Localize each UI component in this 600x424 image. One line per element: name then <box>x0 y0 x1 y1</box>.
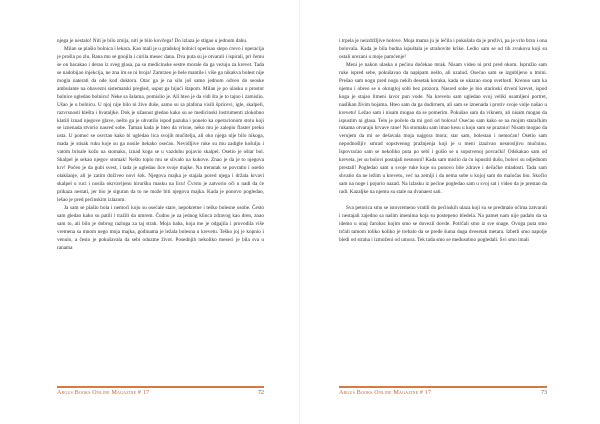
footer-rule <box>339 386 547 388</box>
paragraph-gap <box>339 197 547 205</box>
right-text-column <box>339 38 547 245</box>
paragraph: njega je nestalo! Niti je bilo zmija, niti je bilo kovčega! Do izlaza je stigao u jednom dahu. <box>57 38 248 44</box>
page-footer <box>339 386 547 398</box>
footer-rule <box>57 386 264 388</box>
paragraph: Milan se plašio bolnica i lekara. Kao mali je u gradskoj bolnici operisao slepo crevo i operacija je prošla po zlu. Rana mu se gnojila i curila mesec dana. Dva puta su je otvarali i ispirali, pri čemu se on bacakao i derao iz sveg glasa, pa su medicinske sestre morale da ga vezuju za krevet. Tada se nadobijao injekcija, ne zna im se ni broja! Zamrzeo je bele mantile i više ga nikakva bolest nije mogla naterati da ode kod doktora. Otac ga je na silu još samo jednom odveo do seoske ambulante na obavezni sistematski pregled, usput ga bijući štapom. Milan je po ulasku u prostor bolnice ugledao bolnicu! Neke sa šalama, pomislio je. Ali hteo je da vidi šta je to tajno i zamislio. Ušao je u bolnicu. U njoj nije bilo ni žive duše, samo su sa plafona visili špricevi, igle, skalpeli, razvrsnosti klešta i hvataljke. Dok je užasnut gledao kako su se medicinski instrumenti zlokobno klatili iznad njegove glave, nešto ga je uhvatilo ispod pazuha i ponelo ka operacionom stolu koji se iznenada stvorio nasred sobe. Taman kada je hteo da vrisne, neko mu je zalepio flaster preko usta. U pomoć se osvrtao kako bi ugledao lica svojih mučitelja, ali oko njega nije bilo nikoga, mada je stisak ruku koje su ga nosile itekako osećao. Nevidljive ruke su mu zadigle košulju i vatom brisale kožu na stomaku, iznad koga se u vazduhu pojavio skalpel. Osetio je oštar bol. Skalpel je sekao njegov stomak! Nešto toplo mu se slivalo na kukove. Znao je da je to njegova krv! Počeo je da gubi svest, i tada je ugledao lice svoje majke. Na trenutak se povratio i osetio olakšanje, ali je zatim doživeo novi šok. Njegova majka je stajala pored njega i držala krvavi skalpel u ruci i nosila okrvavljenu hiruršku masku na licu! Čvrsto je zatvorio oči u nadi da će prikaza nestati, jer bio je siguran da to ne može biti njegova majka. Kada je ponovo pogledao, lešao je pred pećinskim izlazom. <box>57 45 264 204</box>
paragraph: i trpela je neizdržljive bolove. Moja mama ju je lečila i pokušala da je preživi, pa je vrlo brzo i ona bolovala. Kada je bila budna ispuštala je strahovite krike. Ledio sam se od tih zvukova koji su ostali urezani u moje pamćenje! <box>339 38 547 60</box>
magazine-title: Argus Books Online Magazine # 17 <box>57 390 150 396</box>
left-text-column <box>57 38 264 253</box>
page-number: 73 <box>541 390 547 396</box>
page-number: 72 <box>258 390 264 396</box>
paragraph: Ja sam se plašio bola i nemoći koju su osećale stare, nepokretne i teško bolesne osobe. Često sam gledao kako su patili i tražili da umrem. Čudno je za jednog klinca zdravog kao dren, znao sam to, ali bilo je dobrog razloga za taj strah. Moja baba, koja me je odgajila i provodila više vremena sa mnom nego moja majka, godinama je ležala bolesna u krevetu. Teško joj je kopnio i venulo, a često je pokušavala da sebi oduzme život. Posednjih nekoliko meseci je bila sva u ranama <box>57 205 264 251</box>
right-page <box>300 0 600 424</box>
magazine-title: Argus Books Online Magazine # 17 <box>339 390 432 396</box>
page-footer <box>57 386 264 398</box>
paragraph: Meni je nakon ulaska u pećinu dočekao mrak. Nisam video ni prst pred okom. Ispružio sam ruke ispred sebe, pokušavao da napipam nešto, ali uzalud. Osećao sam se izgubljeno u tmini. Prešao sam nogu pred nogu nekih desetak koraka, kada se ukazao snop svetlosti. Krenuo sam ka njemu i obreo se u okrugloj sobi bez prozora. Nasred sobe je bio starinski drveni krevet, ispod koga je stajao limeni lavor pun vode. Na krevetu sam ugledao svoj veliki usamljeni portret, naslikan živim bojama. Hteo sam da ga dodirnem, ali sam se iznenada i protiv svoje volje našao u krevetu! Ležao sam i nisam mogao da se pomerim. Pokušao sam da viknem, ali nisam mogao da ispustim ni glasa. Telo je počelo da mi gori od bolova! Osećao sam kako se na mojim staračkim rukama otvaraju krvave rane! Na stomaku sam imao kesu u koju sam se praznio! Nisam mogao da verujem da mi se dešavala moja najgora mora; star sam, bolestan i nemoćan! Osetio sam nepodnošljiv smrad sopstvenog pražnjenja koji je u meni izazivao nesnosljivu mučninu. Ispovraćao sam se nekoliko puta po sebi i gušio se u sopstvenoj povraćki! Odskakao sam od kreveta, jer su bolovi postajali nesnosni! Kada sam mislio da ću ispustiti dušu, bolovi su odjednom prestali! Pogledao sam u svoje ruke koje su ponovo bile zdrave i dečačke mladosti. Tada sam shvatio da ne ležim u krevetu, već na zemlji i da nema sobe u kojoj sam do maločas bio. Skočio sam na noge i pojurio nazad. Na izlasku iz pećine pogledao sam u svoj sat i video da je prestao da radi. Kazaljke na njemu su stale na dvanaest sati. <box>339 61 547 196</box>
paragraph: Sva petorica smo se istovremeno vratili do pećinskih ulaza koji su se predmalo očima zatvarali i nestajali zajedno sa našim imenima koja su postepeno bledela. Na pamet nam nije padalo da sa idemo u onaj čarobac kojim smo se dovezli dovde. Potrčali smo iz sve snage. Ovoga puta smo trčali tamom toliko koliko je trebalo da se pređe šuma duga dvesetak metara. Izbetli smo napolje bledi od straha i izmoženi od umora. Tek tada smo se međusobno pogledali. Svi smo imali <box>339 205 547 243</box>
